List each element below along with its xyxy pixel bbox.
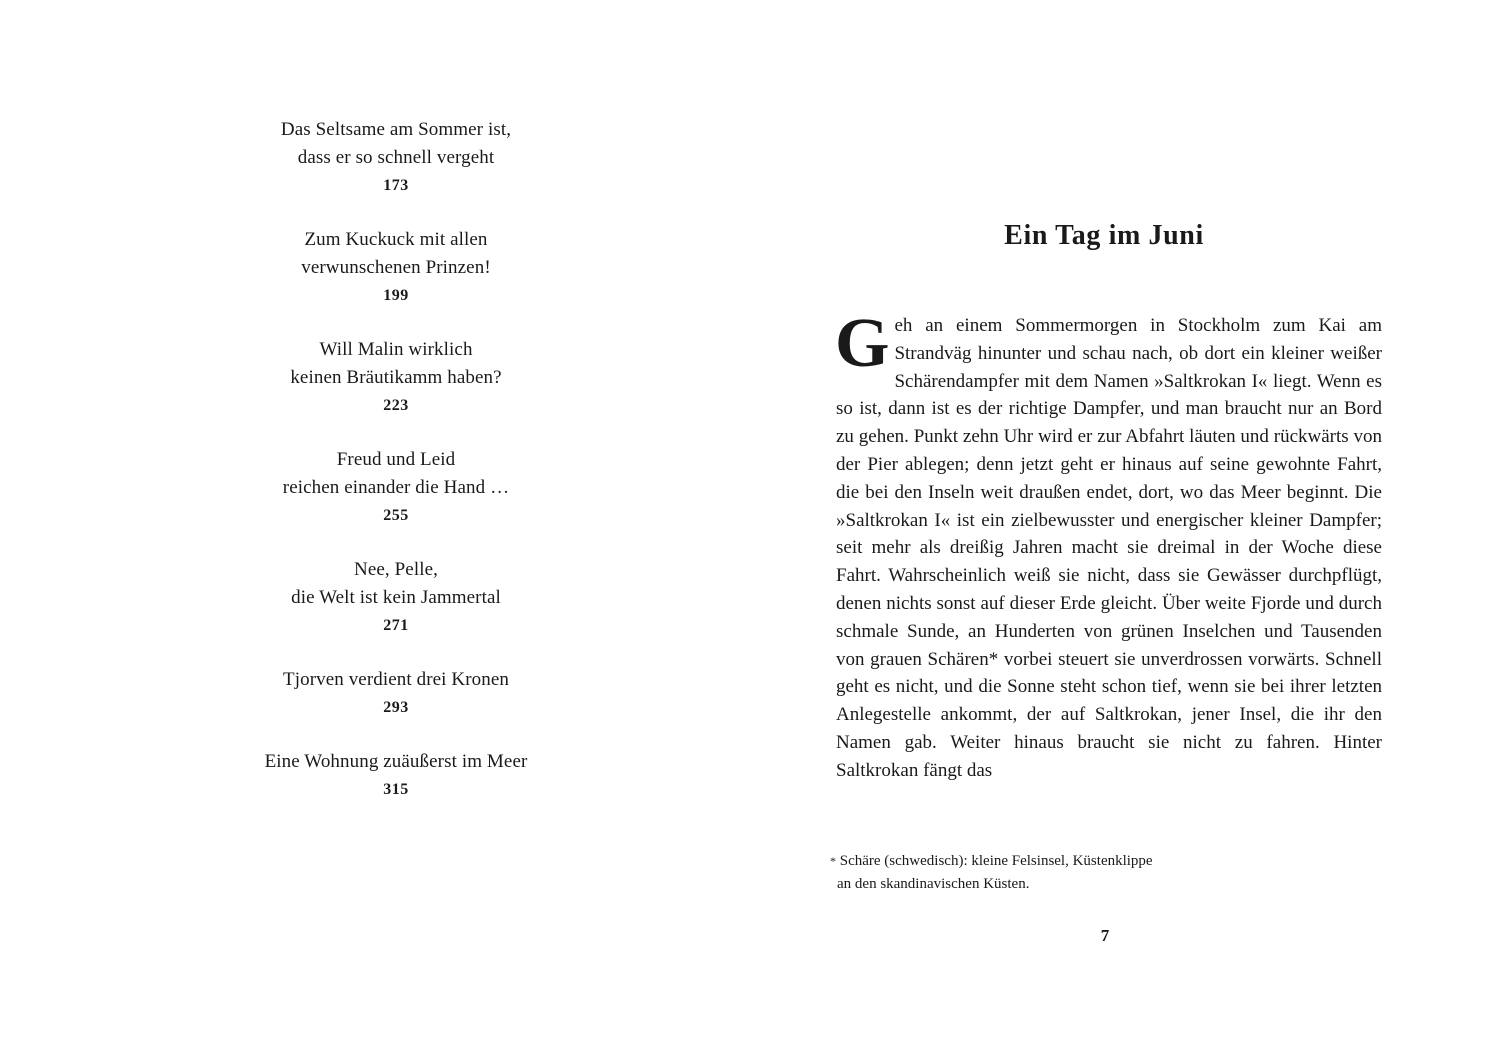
footnote bbox=[830, 850, 1230, 895]
toc-entry-title-line: Freud und Leid bbox=[336, 449, 456, 470]
toc-entry-title-line: die Welt ist kein Jammertal bbox=[291, 587, 501, 608]
toc-entry[interactable] bbox=[196, 446, 596, 530]
page-number: 7 bbox=[1100, 926, 1110, 945]
toc-entry-title-line: keinen Bräutikamm haben? bbox=[290, 367, 502, 388]
toc-entry-title-line: verwunschenen Prinzen! bbox=[301, 257, 491, 278]
footnote-marker: * bbox=[830, 854, 836, 868]
chapter-body bbox=[835, 305, 1382, 785]
toc-entry-page-number: 173 bbox=[383, 177, 409, 194]
toc-entry-page-number: 223 bbox=[383, 397, 409, 414]
toc-entry-title-line: Nee, Pelle, bbox=[354, 559, 438, 580]
toc-entry[interactable] bbox=[196, 666, 596, 722]
toc-entry-title-line: Eine Wohnung zuäußerst im Meer bbox=[264, 751, 528, 772]
toc-entry-title-line: Tjorven verdient drei Kronen bbox=[283, 669, 509, 690]
toc-entry-title-line: dass er so schnell vergeht bbox=[297, 147, 495, 168]
chapter-body-text: eh an einem Sommermorgen in Stockholm zum Kai am Strandväg hinunter und schau nach, ob dort ein kleiner weißer Schärendampfer mit dem Namen »Saltkrokan I« liegt. Wenn es so ist, dann ist es der richtige Dampfer, und man braucht nur an Bord zu gehen. Punkt zehn Uhr wird er zur Abfahrt läuten und rückwärts von der Pier ablegen; denn jetzt geht er hinaus auf seine gewohnte Fahrt, die bei den Inseln weit draußen endet, dort, wo das Meer beginnt. Die »Saltkrokan I« ist ein zielbewusster und energischer kleiner Dampfer; seit mehr als dreißig Jahren macht sie dreimal in der Woche diese Fahrt. Wahrscheinlich weiß sie nicht, dass sie Gewässer durchpflügt, denen nichts sonst auf dieser Erde gleicht. Über weite Fjorde und durch schmale Sunde, an Hunderten von grünen Inselchen und Tausenden von grauen Schären* vorbei steuert sie unverdrossen vorwärts. Schnell geht es nicht, und die Sonne steht schon tief, wenn sie bei ihrer letzten Anlegestelle ankommt, der auf Saltkrokan, jener Insel, die ihr den Namen gab. Weiter hinaus braucht sie nicht zu fahren. Hinter Saltkrokan fängt das bbox=[836, 315, 1382, 781]
chapter-title: Ein Tag im Juni bbox=[1004, 220, 1204, 251]
table-of-contents bbox=[196, 116, 596, 830]
toc-entry[interactable] bbox=[196, 116, 596, 200]
toc-entry-page-number: 315 bbox=[383, 781, 409, 798]
toc-entry[interactable] bbox=[196, 336, 596, 420]
toc-entry[interactable] bbox=[196, 748, 596, 804]
toc-entry-title-line: Das Seltsame am Sommer ist, bbox=[280, 119, 512, 140]
toc-entry-title-line: reichen einander die Hand … bbox=[282, 477, 510, 498]
toc-entry[interactable] bbox=[196, 226, 596, 310]
toc-entry-title-line: Zum Kuckuck mit allen bbox=[304, 229, 488, 250]
drop-cap: G bbox=[835, 305, 890, 382]
footnote-line: an den skandinavischen Küsten. bbox=[837, 875, 1030, 892]
footnote-line: Schäre (schwedisch): kleine Felsinsel, Küstenklippe bbox=[839, 853, 1153, 869]
toc-entry[interactable] bbox=[196, 556, 596, 640]
toc-entry-page-number: 293 bbox=[383, 699, 409, 716]
toc-entry-page-number: 255 bbox=[383, 507, 409, 524]
toc-entry-page-number: 271 bbox=[383, 617, 409, 634]
right-page bbox=[750, 0, 1500, 1050]
toc-entry-title-line: Will Malin wirklich bbox=[319, 339, 473, 360]
toc-entry-page-number: 199 bbox=[383, 287, 409, 304]
